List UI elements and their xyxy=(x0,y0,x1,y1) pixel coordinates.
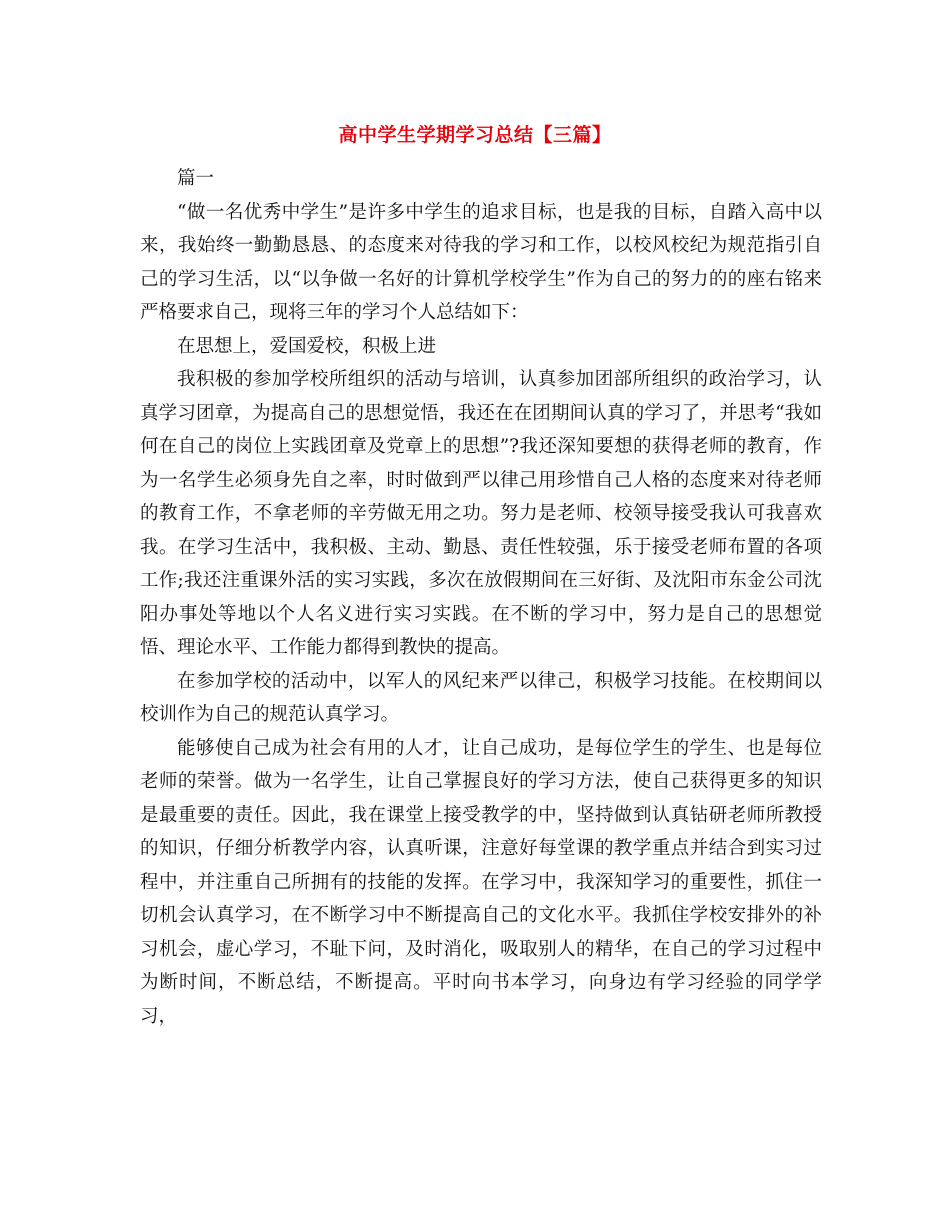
paragraph: 我积极的参加学校所组织的活动与培训，认真参加团部所组织的政治学习，认真学习团章，为提高自己的思想觉悟，我还在在团期间认真的学习了，并思考“我如何在自己的岗位上实践团章及党章上的思想”?我还深知要想的获得老师的教育，作为一名学生必须身先自之率，时时做到严以律己用珍惜自己人格的态度来对待老师的教育工作，不拿老师的辛劳做无用之功。努力是老师、校领导接受我认可我喜欢我。在学习生活中，我积极、主动、勤恳、责任性较强，乐于接受老师布置的各项工作;我还注重课外活的实习实践，多次在放假期间在三好街、及沈阳市东金公司沈阳办事处等地以个人名义进行实习实践。在不断的学习中，努力是自己的思想觉悟、理论水平、工作能力都得到教快的提高。 xyxy=(140,369,822,658)
paragraph: 在参加学校的活动中，以军人的风纪来严以律己，积极学习技能。在校期间以校训作为自己的规范认真学习。 xyxy=(140,670,822,725)
document-title: 高中学生学期学习总结【三篇】 xyxy=(338,124,612,146)
section-heading: 篇一 xyxy=(177,168,215,189)
subsection-heading: 在思想上，爱国爱校，积极上进 xyxy=(177,335,437,357)
paragraph: “做一名优秀中学生”是许多中学生的追求目标，也是我的目标，自踏入高中以来，我始终一勤勤恳恳、的态度来对待我的学习和工作，以校风校纪为规范指引自己的学习生活，以“以争做一名好的计算机学校学生”作为自己的努力的的座右铭来严格要求自己，现将三年的学习个人总结如下： xyxy=(140,201,822,323)
document-body xyxy=(140,162,822,1033)
paragraph: 能够使自己成为社会有用的人才，让自己成功，是每位学生的学生、也是每位老师的荣誉。做为一名学生，让自己掌握良好的学习方法，使自己获得更多的知识是最重要的责任。因此，我在课堂上接受教学的中，坚持做到认真钻研老师所教授的知识，仔细分析教学内容，认真听课，注意好每堂课的教学重点并结合到实习过程中，并注重自己所拥有的技能的发挥。在学习中，我深知学习的重要性，抓住一切机会认真学习，在不断学习中不断提高自己的文化水平。我抓住学校安排外的补习机会，虚心学习，不耻下问，及时消化，吸取别人的精华，在自己的学习过程中为断时间，不断总结，不断提高。平时向书本学习，向身边有学习经验的同学学习， xyxy=(140,737,822,1027)
